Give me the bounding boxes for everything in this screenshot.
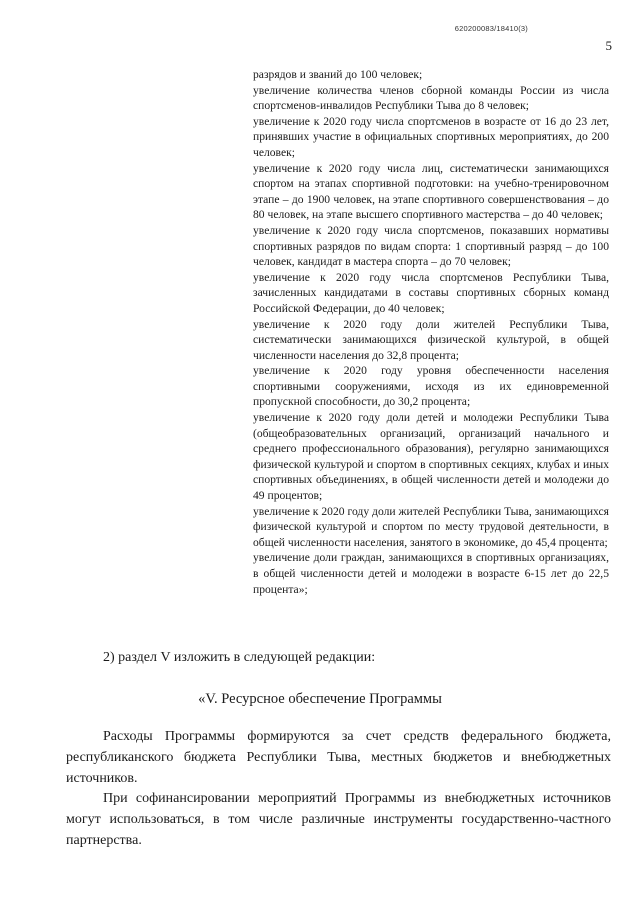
list-item: увеличение к 2020 году числа спортсменов, показавших нормативы спортивных разрядов по видам спорта: 1 спортивный разряд – до 100 человек, кандидат в мастера спорта – до 70 человек; — [253, 223, 609, 269]
body-paragraph — [66, 726, 611, 789]
page-number: 5 — [605, 38, 612, 53]
section-heading: «V. Ресурсное обеспечение Программы — [198, 691, 442, 707]
list-item: увеличение к 2020 году числа спортсменов в возрасте от 16 до 23 лет, принявших участие в официальных спортивных мероприятиях, до 200 человек; — [253, 114, 609, 159]
body-paragraph — [66, 788, 611, 851]
document-id: 620200083/18410(3) — [454, 24, 528, 33]
targets-list — [253, 67, 609, 597]
list-item: увеличение доли граждан, занимающихся в спортивных организациях, в общей численности детей и молодежи в возрасте 6-15 лет до 22,5 процента»; — [253, 551, 609, 596]
paragraph-text: При софинансировании мероприятий Программы из внебюджетных источников могут использоваться, в том числе различные инструменты государственно-частного партнерства. — [66, 791, 611, 848]
list-item: увеличение к 2020 году уровня обеспеченности населения спортивными сооружениями, исходя из их единовременной пропускной способности, до 30,2 процента; — [253, 364, 609, 409]
list-item: увеличение к 2020 году доли жителей Республики Тыва, систематически занимающихся физической культурой, в общей численности населения до 32,8 процента; — [253, 317, 609, 362]
list-item: увеличение к 2020 году числа спортсменов Республики Тыва, зачисленных кандидатами в составы спортивных сборных команд Российской Федерации, до 40 человек; — [253, 270, 609, 315]
paragraph-text: Расходы Программы формируются за счет средств федерального бюджета, республиканского бюджета Республики Тыва, местных бюджетов и внебюджетных источников. — [66, 729, 611, 786]
list-item: увеличение к 2020 году доли жителей Республики Тыва, занимающихся физической культурой и спортом по месту трудовой деятельности, в общей численности населения, занятого в экономике, до 45,4 процента; — [253, 504, 609, 549]
list-item: увеличение количества членов сборной команды России из числа спортсменов-инвалидов Республики Тыва до 8 человек; — [253, 83, 609, 113]
list-item: разрядов и званий до 100 человек; — [253, 68, 423, 81]
list-item: увеличение к 2020 году доли детей и молодежи Республики Тыва (общеобразовательных организаций, организаций начального и среднего профессионального образования), регулярно занимающихся физической культурой и спортом в спортивных секциях, клубах и иных спортивных объединениях, в общей численности детей и молодежи до 49 процентов; — [253, 411, 609, 503]
list-item: увеличение к 2020 году числа лиц, систематически занимающихся спортом на этапах спортивной подготовки: на учебно-тренировочном этапе – до 1900 человек, на этапе спортивного совершенствования – до 80 человек, на этапе высшего спортивного мастерства – до 40 человек; — [253, 161, 609, 222]
amendment-item-2: 2) раздел V изложить в следующей редакции: — [103, 650, 376, 665]
